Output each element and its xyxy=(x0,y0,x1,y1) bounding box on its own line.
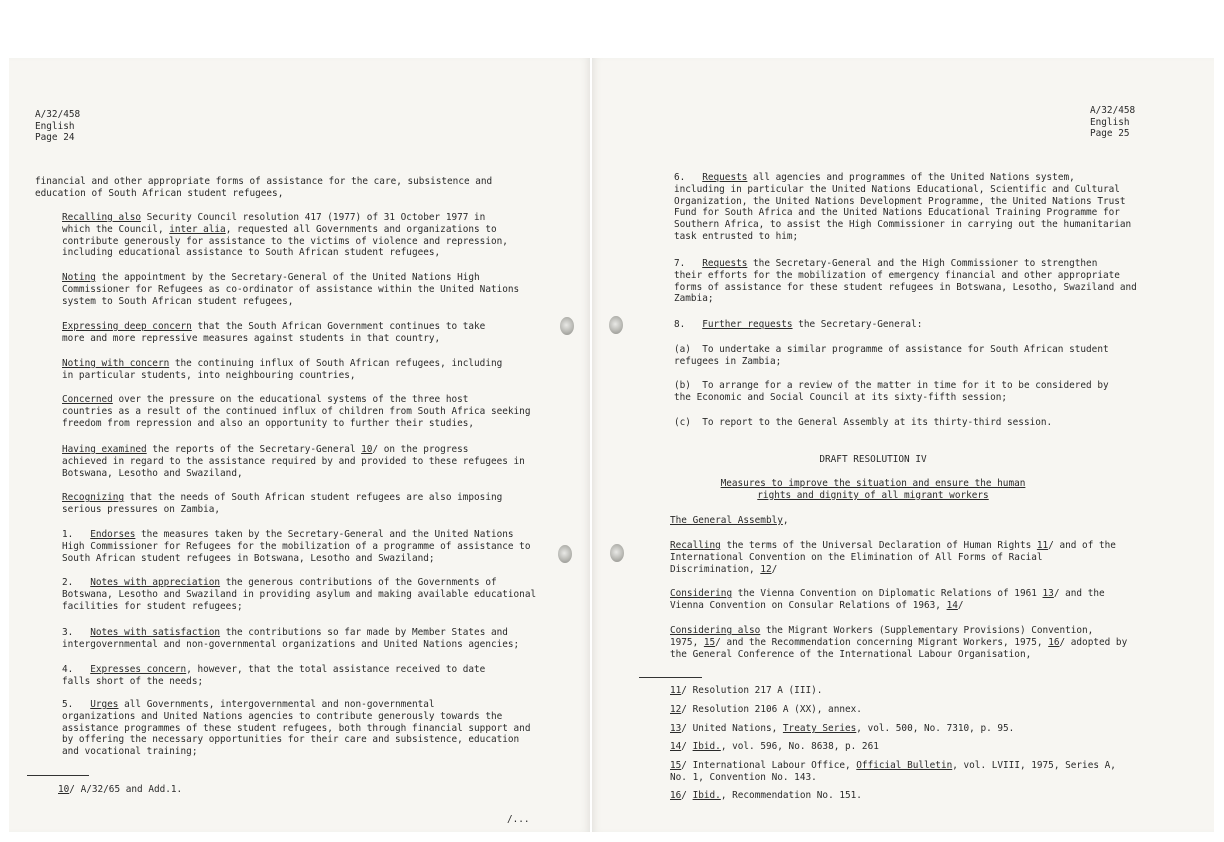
text-line xyxy=(35,504,502,516)
text-line xyxy=(35,296,519,308)
text-run: 8. xyxy=(674,319,703,330)
underlined-text: 11 xyxy=(670,685,682,696)
text-line xyxy=(35,247,508,259)
text-run: Zambia; xyxy=(674,293,714,305)
text-run: Botswana, Lesotho and Swaziland in providing asylum and making available educational xyxy=(62,588,537,600)
footnote xyxy=(670,790,862,802)
text-line xyxy=(35,639,519,651)
page-header xyxy=(35,109,80,144)
text-run: by offering the necessary opportunities for their care and subsistence, education xyxy=(62,734,520,746)
text-run: the Migrant Workers (Supplementary Provisions) Convention, xyxy=(760,625,1094,636)
text-run: , vol. 500, No. 7310, p. 95. xyxy=(856,723,1015,734)
text-line xyxy=(35,553,530,565)
underlined-text: Further requests xyxy=(702,319,793,330)
page-header xyxy=(1090,105,1135,140)
text-line xyxy=(35,358,502,370)
underlined-text: Treaty Series xyxy=(782,723,857,734)
text-run: over the pressure on the educational systems of the three host xyxy=(112,394,469,405)
text-run: countries as a result of the continued influx of children from South Africa seeking xyxy=(62,405,531,417)
text-line xyxy=(670,741,879,753)
text-run: DRAFT RESOLUTION IV xyxy=(819,454,927,465)
paragraph xyxy=(643,258,1137,305)
underlined-text: Expressing deep concern xyxy=(62,321,192,332)
paragraph xyxy=(35,212,508,259)
text-run: financial and other appropriate forms of assistance for the care, subsistence and xyxy=(35,176,493,187)
underlined-text: Recalling xyxy=(670,540,721,551)
text-line xyxy=(35,723,530,735)
text-line xyxy=(641,552,1116,564)
text-line xyxy=(643,344,1109,356)
text-line xyxy=(58,784,182,796)
text-run: all agencies and programmes of the United Nations system, xyxy=(747,172,1075,183)
text-line xyxy=(641,564,1116,576)
text-run: Discrimination, xyxy=(670,563,761,575)
footnote xyxy=(670,704,862,716)
text-line xyxy=(35,492,502,504)
underlined-text: Endorses xyxy=(90,529,136,540)
text-run: assistance programmes of these student refugees, both through financial support and xyxy=(62,722,531,734)
underlined-text: 15 xyxy=(703,636,716,648)
text-run: 6. xyxy=(674,172,703,183)
paragraph xyxy=(643,172,1131,243)
underlined-text: Concerned xyxy=(62,394,113,405)
underlined-text: The General Assembly xyxy=(670,515,783,526)
text-run: 5. xyxy=(62,699,91,710)
text-run: their efforts for the mobilization of emergency financial and other appropriate xyxy=(674,269,1120,281)
footnote xyxy=(643,760,1116,784)
paragraph xyxy=(643,417,1052,429)
text-run: the terms of the Universal Declaration of Human Rights xyxy=(720,540,1037,551)
underlined-text: 16 xyxy=(670,790,682,801)
text-line xyxy=(35,321,485,333)
text-run: the reports of the Secretary-General xyxy=(146,444,362,455)
text-run: Commissioner for Refugees as co-ordinator of assistance within the United Nations xyxy=(62,283,520,295)
text-run: Vienna Convention on Consular Relations of 1963, xyxy=(670,599,947,611)
text-run: / International Labour Office, xyxy=(681,760,857,771)
text-line xyxy=(641,625,1127,637)
text-run: / United Nations, xyxy=(681,723,783,734)
text-run: / xyxy=(957,599,964,611)
text-line xyxy=(35,699,530,711)
underlined-text: Noting xyxy=(62,272,96,283)
paragraph xyxy=(35,529,530,564)
text-line xyxy=(643,319,922,331)
right-page xyxy=(592,58,1214,832)
text-line xyxy=(643,356,1109,368)
underlined-text: Considering also xyxy=(670,625,761,636)
text-run: / Resolution 217 A (III). xyxy=(681,685,823,696)
text-line xyxy=(641,600,1105,612)
text-line xyxy=(35,188,492,200)
text-line xyxy=(35,627,519,639)
paragraph xyxy=(35,444,525,479)
text-line xyxy=(670,515,789,527)
footnote xyxy=(670,685,822,697)
text-run: the generous contributions of the Governments of xyxy=(220,577,497,588)
text-line xyxy=(35,456,525,468)
underlined-text: 11 xyxy=(1036,540,1049,551)
text-line xyxy=(643,772,1116,784)
left-page xyxy=(9,58,590,832)
text-run: / xyxy=(681,741,693,752)
text-run: the General Conference of the International Labour Organisation, xyxy=(670,648,1032,660)
text-run: which the Council, xyxy=(62,223,170,235)
text-line xyxy=(643,760,1116,772)
text-run: International Convention on the Elimination of All Forms of Racial xyxy=(670,551,1043,563)
text-line xyxy=(643,417,1052,429)
paragraph xyxy=(641,540,1116,575)
text-line xyxy=(507,814,530,826)
underlined-text: 13 xyxy=(1042,588,1054,599)
text-run: that the needs of South African student refugees are also imposing xyxy=(124,492,503,503)
footnote-rule xyxy=(639,677,702,678)
page-number: Page 24 xyxy=(35,132,75,143)
text-line xyxy=(643,478,1103,490)
text-line xyxy=(641,540,1116,552)
paragraph xyxy=(35,358,502,382)
underlined-text: rights and dignity of all migrant workers xyxy=(757,489,989,501)
text-run: the Vienna Convention on Diplomatic Relations of 1961 xyxy=(732,588,1043,599)
underlined-text: 15 xyxy=(670,760,682,771)
text-run: , vol. 596, No. 8638, p. 261 xyxy=(720,741,879,752)
text-run: Security Council resolution 417 (1977) of 31 October 1977 in xyxy=(141,212,486,223)
text-run: / and the xyxy=(1053,588,1105,599)
text-line xyxy=(643,219,1131,231)
resolution-title xyxy=(643,478,1103,502)
paragraph xyxy=(643,319,922,331)
text-line xyxy=(35,333,485,345)
text-line xyxy=(35,601,536,613)
text-line xyxy=(643,172,1131,184)
text-line xyxy=(670,723,1014,735)
text-run: the appointment by the Secretary-General of the United Nations High xyxy=(95,272,480,283)
paragraph xyxy=(35,664,485,688)
text-run: in particular students, into neighbouring countries, xyxy=(62,369,356,381)
text-run: refugees in Zambia; xyxy=(674,355,782,367)
text-line xyxy=(35,272,519,284)
text-run: forms of assistance for these student refugees in Botswana, Lesotho, Swaziland and xyxy=(674,281,1137,293)
text-run: (b) To arrange for a review of the matter in time for it to be considered by xyxy=(674,380,1109,391)
text-run: 3. xyxy=(62,627,91,638)
text-line xyxy=(643,490,1103,502)
text-run: intergovernmental and non-governmental organizations and United Nations agencies; xyxy=(62,638,520,650)
text-line xyxy=(643,184,1131,196)
text-run: the Secretary-General and the High Commissioner to strengthen xyxy=(747,258,1098,269)
text-run: / and the Recommendation concerning Migrant Workers, 1975, xyxy=(715,636,1049,648)
underlined-text: Recalling also xyxy=(62,212,142,223)
text-run: , requested all Governments and organizations to xyxy=(225,223,497,235)
text-line xyxy=(35,711,530,723)
text-run: Botswana, Lesotho and Swaziland, xyxy=(62,467,243,479)
text-run: and vocational training; xyxy=(62,746,198,758)
text-run: / on the progress xyxy=(372,444,469,455)
text-run: No. 1, Convention No. 143. xyxy=(670,771,817,783)
footnote-rule xyxy=(27,775,89,776)
underlined-text: Measures to improve the situation and ensure the human xyxy=(720,478,1026,489)
text-run: the continuing influx of South African refugees, including xyxy=(169,358,503,369)
text-line xyxy=(35,370,502,382)
text-line xyxy=(35,406,530,418)
text-line xyxy=(643,392,1109,404)
text-run: , xyxy=(782,515,789,526)
text-line xyxy=(641,649,1127,661)
text-run: 7. xyxy=(674,258,703,269)
text-line xyxy=(643,231,1131,243)
text-run: Southern Africa, to assist the High Commissioner in carrying out the humanitarian xyxy=(674,219,1132,231)
paragraph xyxy=(35,577,536,612)
text-line xyxy=(35,468,525,480)
text-run: Fund for South Africa and the United Nations Educational Training Programme for xyxy=(674,207,1120,219)
underlined-text: Considering xyxy=(670,588,733,599)
underlined-text: 14 xyxy=(670,741,682,752)
underlined-text: inter alia xyxy=(169,223,226,235)
punch-hole xyxy=(560,317,574,335)
text-line xyxy=(643,207,1131,219)
text-run: / Resolution 2106 A (XX), annex. xyxy=(681,704,862,715)
paragraph xyxy=(641,588,1105,612)
text-run: , vol. LVIII, 1975, Series A, xyxy=(952,760,1116,771)
text-line xyxy=(35,284,519,296)
footnote xyxy=(58,784,182,796)
underlined-text: Requests xyxy=(702,172,748,183)
underlined-text: Noting with concern xyxy=(62,358,170,369)
text-run: the Secretary-General: xyxy=(792,319,923,330)
text-line xyxy=(35,734,530,746)
paragraph xyxy=(35,699,530,758)
language: English xyxy=(1090,116,1130,128)
text-run: contribute generously for assistance to the victims of violence and repression, xyxy=(62,235,508,247)
underlined-text: 10 xyxy=(58,784,70,795)
text-line xyxy=(35,176,492,188)
text-line xyxy=(35,212,508,224)
text-run: 4. xyxy=(62,664,91,675)
underlined-text: Expresses concern xyxy=(90,664,187,675)
text-run: education of South African student refugees, xyxy=(35,187,284,199)
text-run: all Governments, intergovernmental and non-governmental xyxy=(118,699,435,710)
text-run: High Commissioner for Refugees for the mobilization of a programme of assistance to xyxy=(62,540,531,552)
doc-symbol: A/32/458 xyxy=(35,109,81,120)
text-line xyxy=(35,746,530,758)
text-run: South African student refugees in Botswana, Lesotho and Swaziland; xyxy=(62,552,435,564)
text-line xyxy=(643,454,1103,466)
text-run: 1975, xyxy=(670,636,704,648)
text-line xyxy=(35,529,530,541)
underlined-text: Ibid. xyxy=(692,741,721,752)
text-line xyxy=(670,790,862,802)
paragraph xyxy=(35,272,519,307)
underlined-text: 14 xyxy=(946,599,958,611)
underlined-text: Requests xyxy=(702,258,748,269)
text-run: / adopted by xyxy=(1059,636,1128,648)
text-run: that the South African Government continues to take xyxy=(191,321,486,332)
text-run: the contributions so far made by Member States and xyxy=(220,627,508,638)
footnote xyxy=(670,741,879,753)
text-run: 2. xyxy=(62,577,91,588)
underlined-text: 12 xyxy=(760,563,772,575)
text-run: / and of the xyxy=(1048,540,1116,551)
text-line xyxy=(641,588,1105,600)
paragraph xyxy=(641,625,1127,660)
text-run: freedom from repression and also an opportunity to further their studies, xyxy=(62,417,475,429)
footnote xyxy=(670,723,1014,735)
underlined-text: Ibid. xyxy=(692,790,721,801)
text-run: system to South African student refugees, xyxy=(62,295,294,307)
text-run: (c) To report to the General Assembly at its thirty-third session. xyxy=(674,417,1053,428)
text-line xyxy=(670,704,862,716)
text-line xyxy=(35,589,536,601)
text-line xyxy=(643,196,1131,208)
text-line xyxy=(35,418,530,430)
text-line xyxy=(35,577,536,589)
underlined-text: Notes with appreciation xyxy=(90,577,221,588)
underlined-text: Urges xyxy=(90,699,119,710)
punch-hole xyxy=(558,545,572,563)
text-run: the measures taken by the Secretary-General and the United Nations xyxy=(135,529,514,540)
underlined-text: 16 xyxy=(1048,636,1060,648)
text-line xyxy=(35,236,508,248)
doc-symbol: A/32/458 xyxy=(1090,105,1136,116)
text-line xyxy=(35,444,525,456)
language: English xyxy=(35,120,75,132)
underlined-text: Recognizing xyxy=(62,492,125,503)
punch-hole xyxy=(609,316,623,334)
page-number: Page 25 xyxy=(1090,128,1130,139)
text-line xyxy=(35,541,530,553)
text-line xyxy=(643,282,1137,294)
text-run: facilities for student refugees; xyxy=(62,600,243,612)
text-run: , however, that the total assistance received to date xyxy=(186,664,486,675)
text-run: / xyxy=(771,563,778,575)
text-run: (a) To undertake a similar programme of assistance for South African student xyxy=(674,344,1109,355)
text-run: task entrusted to him; xyxy=(674,230,799,242)
text-run: the Economic and Social Council at its sixty-fifth session; xyxy=(674,391,1008,403)
text-line xyxy=(643,270,1137,282)
text-run: falls short of the needs; xyxy=(62,675,204,687)
text-run: organizations and United Nations agencies to contribute generously towards the xyxy=(62,710,503,722)
text-line xyxy=(35,676,485,688)
underlined-text: 13 xyxy=(670,723,682,734)
text-run: /... xyxy=(507,814,530,825)
text-run: including in particular the United Nations Educational, Scientific and Cultural xyxy=(674,183,1120,195)
text-run: more and more repressive measures against students in that country, xyxy=(62,332,441,344)
text-run: serious pressures on Zambia, xyxy=(62,503,221,515)
text-line xyxy=(641,637,1127,649)
text-line xyxy=(35,394,530,406)
text-run: 1. xyxy=(62,529,91,540)
paragraph xyxy=(35,492,502,516)
paragraph xyxy=(35,394,530,429)
paragraph xyxy=(35,627,519,651)
paragraph xyxy=(643,344,1109,368)
paragraph xyxy=(643,380,1109,404)
underlined-text: Having examined xyxy=(62,444,147,455)
preamble-heading xyxy=(670,515,789,527)
text-run: Organization, the United Nations Development Programme, the United Nations Trust xyxy=(674,195,1126,207)
paragraph xyxy=(35,321,485,345)
section-heading xyxy=(643,454,1103,466)
text-run: achieved in regard to the assistance required by and provided to these refugees in xyxy=(62,455,525,467)
underlined-text: Official Bulletin xyxy=(856,760,953,771)
text-line xyxy=(643,258,1137,270)
underlined-text: 10 xyxy=(361,444,373,455)
text-line xyxy=(643,380,1109,392)
punch-hole xyxy=(610,544,624,562)
paragraph xyxy=(35,176,492,200)
text-run: , Recommendation No. 151. xyxy=(720,790,862,801)
underlined-text: Notes with satisfaction xyxy=(90,627,221,638)
text-line xyxy=(643,293,1137,305)
text-line xyxy=(35,224,508,236)
text-line xyxy=(35,664,485,676)
text-run: / xyxy=(681,790,693,801)
text-run: / A/32/65 and Add.1. xyxy=(69,784,183,795)
underlined-text: 12 xyxy=(670,704,682,715)
continuation-mark xyxy=(507,814,530,826)
text-line xyxy=(670,685,822,697)
text-run: including educational assistance to South African student refugees, xyxy=(62,247,441,259)
